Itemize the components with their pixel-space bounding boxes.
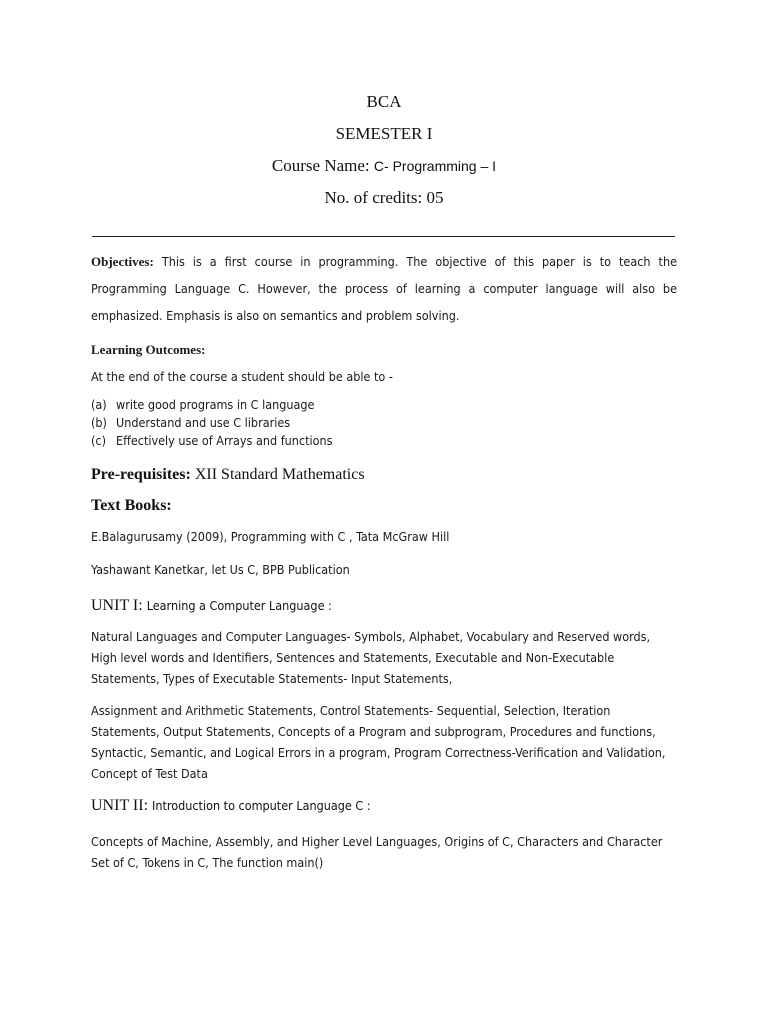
course-name-value: C- Programming – I xyxy=(373,158,497,174)
unit-1-paragraph: Natural Languages and Computer Languages- Symbols, Alphabet, Vocabulary and Reserved words, High level words and Identifiers, Sentences and Statements, Executable and Non-Executable Statements, Types of Executable Statements- Input Statements, xyxy=(91,629,651,686)
prerequisites-value: XII Standard Mathematics xyxy=(194,466,365,483)
course-name xyxy=(0,156,768,176)
unit-1-label: UNIT I: xyxy=(91,597,143,614)
list-item xyxy=(91,432,677,450)
list-item-marker: (a) xyxy=(91,397,107,412)
list-item-text: Effectively use of Arrays and functions xyxy=(116,433,333,448)
learning-outcomes-intro: At the end of the course a student should be able to - xyxy=(91,369,393,384)
list-item-marker: (b) xyxy=(91,415,107,430)
unit-2-label: UNIT II: xyxy=(91,797,149,814)
text-book-item: E.Balagurusamy (2009), Programming with C , Tata McGraw Hill xyxy=(91,529,450,544)
header-divider xyxy=(92,236,675,237)
text-books-heading: Text Books: xyxy=(91,497,172,514)
unit-2-paragraph: Concepts of Machine, Assembly, and Higher Level Languages, Origins of C, Characters and Character Set of C, Tokens in C, The function main() xyxy=(91,834,663,870)
text-book-item: Yashawant Kanetkar, let Us C, BPB Publication xyxy=(91,562,350,577)
program-title: BCA xyxy=(366,92,402,111)
list-item-marker: (c) xyxy=(91,433,106,448)
credits-line: No. of credits: 05 xyxy=(324,188,444,207)
course-name-label: Course Name: xyxy=(271,156,370,175)
unit-2-title: Introduction to computer Language C : xyxy=(152,798,371,813)
list-item xyxy=(91,414,677,432)
learning-outcomes-list xyxy=(91,396,677,450)
objectives-label: Objectives: xyxy=(91,254,154,269)
semester-title: SEMESTER I xyxy=(335,124,433,143)
learning-outcomes-heading: Learning Outcomes: xyxy=(91,342,206,357)
list-item-text: Understand and use C libraries xyxy=(116,415,291,430)
list-item xyxy=(91,396,677,414)
unit-2-heading xyxy=(91,797,371,815)
unit-1-paragraph: Assignment and Arithmetic Statements, Control Statements- Sequential, Selection, Iteration Statements, Output Statements, Concepts of a Program and subprogram, Procedures and functions, Syntactic, Semantic, and Logical Errors in a program, Program Correctness-Verification and Validation, Concept of Test Data xyxy=(91,703,666,781)
objectives-text: This is a first course in programming. The objective of this paper is to teach the Programming Language C. However, the process of learning a computer language will also be emphasized. Emphasis is also on semantics and problem solving. xyxy=(91,254,677,323)
prerequisites-label: Pre-requisites: xyxy=(91,466,191,483)
objectives-paragraph xyxy=(91,248,677,329)
unit-1-heading xyxy=(91,597,332,615)
list-item-text: write good programs in C language xyxy=(116,397,315,412)
prerequisites-line xyxy=(91,466,365,484)
unit-1-title: Learning a Computer Language : xyxy=(146,598,332,613)
